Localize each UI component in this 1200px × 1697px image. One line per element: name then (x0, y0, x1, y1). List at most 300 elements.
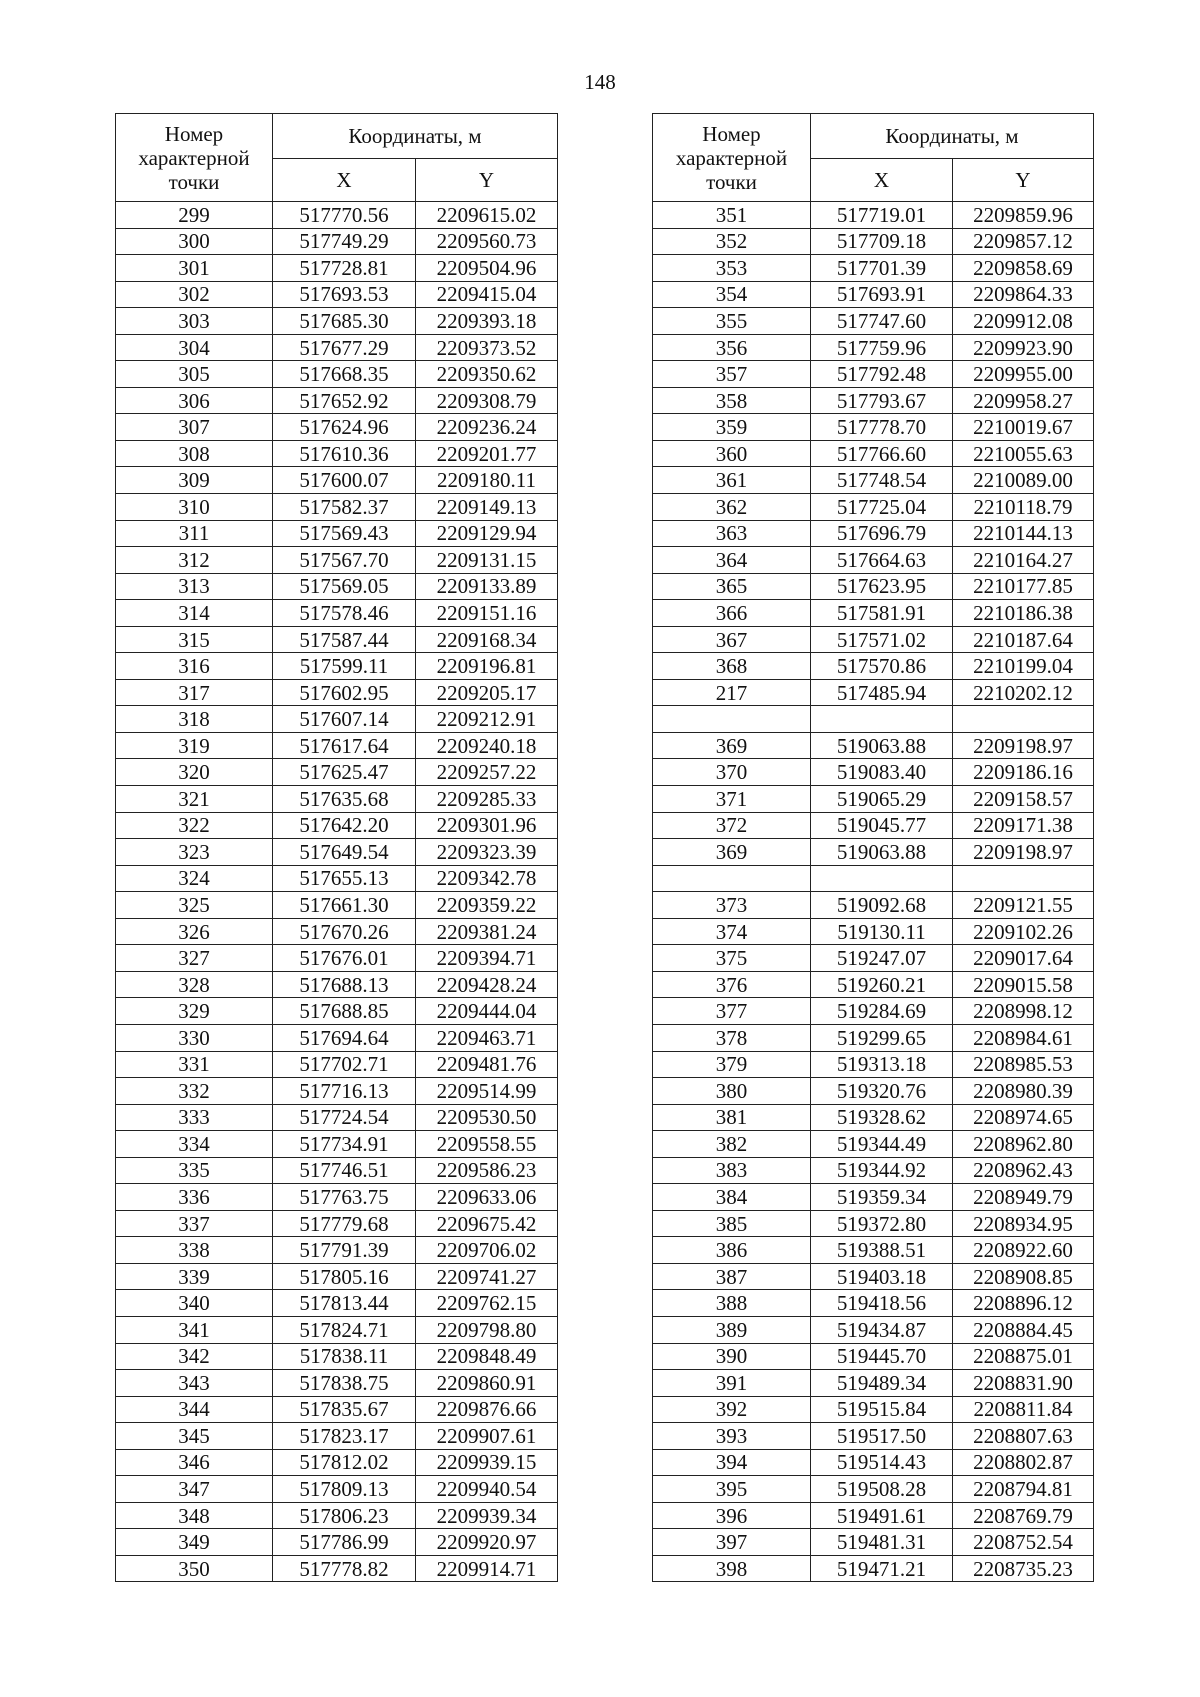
y-coordinate-cell: 2208807.63 (953, 1423, 1094, 1450)
point-number-cell: 381 (653, 1104, 811, 1131)
y-coordinate-cell: 2210186.38 (953, 600, 1094, 627)
table-row (116, 1555, 558, 1582)
x-coordinate-cell: 519445.70 (811, 1343, 953, 1370)
point-number-cell: 336 (116, 1184, 273, 1211)
x-coordinate-cell: 519065.29 (811, 786, 953, 813)
point-number-cell: 384 (653, 1184, 811, 1211)
table-row (116, 786, 558, 813)
y-coordinate-cell: 2209560.73 (416, 228, 558, 255)
point-number-cell: 314 (116, 600, 273, 627)
table-row (116, 839, 558, 866)
x-coordinate-cell: 517763.75 (273, 1184, 416, 1211)
point-number-cell: 320 (116, 759, 273, 786)
table-row (653, 467, 1094, 494)
table-row (653, 786, 1094, 813)
table-row (653, 1396, 1094, 1423)
table-row (116, 573, 558, 600)
point-number-cell: 346 (116, 1449, 273, 1476)
y-coordinate-cell: 2209633.06 (416, 1184, 558, 1211)
y-coordinate-cell: 2210089.00 (953, 467, 1094, 494)
y-coordinate-cell: 2209914.71 (416, 1555, 558, 1582)
table-row (116, 547, 558, 574)
y-coordinate-cell: 2209675.42 (416, 1210, 558, 1237)
y-coordinate-cell: 2209920.97 (416, 1529, 558, 1556)
point-number-cell: 392 (653, 1396, 811, 1423)
table-row (116, 1476, 558, 1503)
y-coordinate-cell: 2208998.12 (953, 998, 1094, 1025)
y-coordinate-cell: 2209198.97 (953, 732, 1094, 759)
point-number-cell: 368 (653, 653, 811, 680)
x-coordinate-cell: 517578.46 (273, 600, 416, 627)
y-coordinate-cell: 2209741.27 (416, 1263, 558, 1290)
table-row (116, 440, 558, 467)
table-row (653, 706, 1094, 733)
y-coordinate-cell: 2208884.45 (953, 1316, 1094, 1343)
table-row (116, 600, 558, 627)
point-number-cell: 323 (116, 839, 273, 866)
y-coordinate-cell: 2209151.16 (416, 600, 558, 627)
y-coordinate-cell: 2209131.15 (416, 547, 558, 574)
table-row (116, 918, 558, 945)
y-coordinate-cell: 2209350.62 (416, 361, 558, 388)
table-row (653, 1476, 1094, 1503)
x-coordinate-cell: 517624.96 (273, 414, 416, 441)
point-number-cell: 350 (116, 1555, 273, 1582)
table-row (653, 918, 1094, 945)
table-row (116, 467, 558, 494)
point-number-cell: 318 (116, 706, 273, 733)
table-row (653, 732, 1094, 759)
point-number-cell: 332 (116, 1078, 273, 1105)
x-coordinate-cell: 517600.07 (273, 467, 416, 494)
point-number-cell: 338 (116, 1237, 273, 1264)
point-number-cell: 389 (653, 1316, 811, 1343)
table-row (653, 1370, 1094, 1397)
y-coordinate-cell: 2208802.87 (953, 1449, 1094, 1476)
point-number-cell: 322 (116, 812, 273, 839)
x-coordinate-cell: 517693.53 (273, 281, 416, 308)
y-coordinate-cell: 2209393.18 (416, 308, 558, 335)
y-coordinate-cell: 2209180.11 (416, 467, 558, 494)
y-coordinate-cell: 2208735.23 (953, 1555, 1094, 1582)
x-coordinate-cell: 519313.18 (811, 1051, 953, 1078)
x-coordinate-cell: 517709.18 (811, 228, 953, 255)
y-coordinate-cell: 2210164.27 (953, 547, 1094, 574)
y-coordinate-cell: 2208949.79 (953, 1184, 1094, 1211)
point-number-cell: 217 (653, 679, 811, 706)
table-row (653, 759, 1094, 786)
x-coordinate-cell: 519517.50 (811, 1423, 953, 1450)
x-coordinate-cell: 517610.36 (273, 440, 416, 467)
table-row (653, 1529, 1094, 1556)
point-number-cell: 315 (116, 626, 273, 653)
y-coordinate-cell: 2209186.16 (953, 759, 1094, 786)
x-coordinate-cell: 519299.65 (811, 1024, 953, 1051)
y-coordinate-cell: 2208896.12 (953, 1290, 1094, 1317)
table-row (653, 1502, 1094, 1529)
y-coordinate-cell: 2209149.13 (416, 494, 558, 521)
y-coordinate-cell: 2209857.12 (953, 228, 1094, 255)
point-number-cell: 330 (116, 1024, 273, 1051)
point-number-cell: 331 (116, 1051, 273, 1078)
y-coordinate-cell: 2209017.64 (953, 945, 1094, 972)
x-coordinate-cell: 517746.51 (273, 1157, 416, 1184)
x-coordinate-cell: 517806.23 (273, 1502, 416, 1529)
table-row (653, 600, 1094, 627)
x-coordinate-cell: 519372.80 (811, 1210, 953, 1237)
y-coordinate-cell: 2209939.34 (416, 1502, 558, 1529)
point-number-cell: 354 (653, 281, 811, 308)
point-number-cell: 308 (116, 440, 273, 467)
table-row (116, 812, 558, 839)
table-row (653, 1449, 1094, 1476)
header-coordinates: Координаты, м (273, 114, 558, 159)
point-number-cell: 301 (116, 255, 273, 282)
x-coordinate-cell: 517734.91 (273, 1131, 416, 1158)
table-row (116, 1502, 558, 1529)
table-row (116, 865, 558, 892)
table-row (653, 1024, 1094, 1051)
table-row (116, 1370, 558, 1397)
table-row (653, 414, 1094, 441)
y-coordinate-cell: 2209301.96 (416, 812, 558, 839)
point-number-cell: 382 (653, 1131, 811, 1158)
x-coordinate-cell: 519418.56 (811, 1290, 953, 1317)
x-coordinate-cell: 517685.30 (273, 308, 416, 335)
table-row (653, 1423, 1094, 1450)
y-coordinate-cell: 2209615.02 (416, 202, 558, 229)
header-y: Y (953, 159, 1094, 202)
x-coordinate-cell: 517625.47 (273, 759, 416, 786)
point-number-cell: 379 (653, 1051, 811, 1078)
x-coordinate-cell: 517607.14 (273, 706, 416, 733)
x-coordinate-cell: 517676.01 (273, 945, 416, 972)
y-coordinate-cell: 2208769.79 (953, 1502, 1094, 1529)
point-number-cell: 312 (116, 547, 273, 574)
x-coordinate-cell: 517793.67 (811, 387, 953, 414)
x-coordinate-cell: 517749.29 (273, 228, 416, 255)
x-coordinate-cell: 519247.07 (811, 945, 953, 972)
x-coordinate-cell: 517702.71 (273, 1051, 416, 1078)
x-coordinate-cell: 519344.49 (811, 1131, 953, 1158)
y-coordinate-cell: 2210199.04 (953, 653, 1094, 680)
table-row (653, 547, 1094, 574)
x-coordinate-cell: 517791.39 (273, 1237, 416, 1264)
point-number-cell: 365 (653, 573, 811, 600)
point-number-cell: 366 (653, 600, 811, 627)
table-row (116, 1131, 558, 1158)
header-y: Y (416, 159, 558, 202)
y-coordinate-cell (953, 865, 1094, 892)
table-row (653, 255, 1094, 282)
table-row (653, 679, 1094, 706)
point-number-cell: 369 (653, 732, 811, 759)
point-number-cell: 324 (116, 865, 273, 892)
x-coordinate-cell: 517813.44 (273, 1290, 416, 1317)
point-number-cell: 347 (116, 1476, 273, 1503)
y-coordinate-cell: 2209285.33 (416, 786, 558, 813)
point-number-cell (653, 706, 811, 733)
table-row (653, 494, 1094, 521)
y-coordinate-cell: 2209133.89 (416, 573, 558, 600)
y-coordinate-cell: 2209481.76 (416, 1051, 558, 1078)
point-number-cell: 390 (653, 1343, 811, 1370)
coordinates-table-right (652, 113, 1094, 1582)
point-number-cell: 309 (116, 467, 273, 494)
x-coordinate-cell: 517838.11 (273, 1343, 416, 1370)
y-coordinate-cell: 2210177.85 (953, 573, 1094, 600)
point-number-cell: 325 (116, 892, 273, 919)
point-number-cell: 307 (116, 414, 273, 441)
y-coordinate-cell: 2210187.64 (953, 626, 1094, 653)
x-coordinate-cell: 517770.56 (273, 202, 416, 229)
y-coordinate-cell: 2209373.52 (416, 334, 558, 361)
y-coordinate-cell: 2209381.24 (416, 918, 558, 945)
point-number-cell: 387 (653, 1263, 811, 1290)
x-coordinate-cell: 519045.77 (811, 812, 953, 839)
y-coordinate-cell: 2210055.63 (953, 440, 1094, 467)
y-coordinate-cell: 2209923.90 (953, 334, 1094, 361)
table-row (653, 334, 1094, 361)
y-coordinate-cell: 2209198.97 (953, 839, 1094, 866)
x-coordinate-cell: 519434.87 (811, 1316, 953, 1343)
point-number-cell: 359 (653, 414, 811, 441)
table-row (116, 1263, 558, 1290)
x-coordinate-cell: 517693.91 (811, 281, 953, 308)
point-number-cell: 335 (116, 1157, 273, 1184)
x-coordinate-cell: 519284.69 (811, 998, 953, 1025)
x-coordinate-cell: 517569.05 (273, 573, 416, 600)
x-coordinate-cell: 517792.48 (811, 361, 953, 388)
y-coordinate-cell: 2208934.95 (953, 1210, 1094, 1237)
y-coordinate-cell: 2208831.90 (953, 1370, 1094, 1397)
table-row (116, 706, 558, 733)
point-number-cell: 378 (653, 1024, 811, 1051)
point-number-cell: 394 (653, 1449, 811, 1476)
point-number-cell: 373 (653, 892, 811, 919)
y-coordinate-cell: 2209205.17 (416, 679, 558, 706)
table-row (116, 1024, 558, 1051)
table-row (116, 1316, 558, 1343)
x-coordinate-cell: 517670.26 (273, 918, 416, 945)
table-row (653, 653, 1094, 680)
point-number-cell: 348 (116, 1502, 273, 1529)
x-coordinate-cell: 517823.17 (273, 1423, 416, 1450)
table-row (653, 1290, 1094, 1317)
point-number-cell: 362 (653, 494, 811, 521)
point-number-cell: 372 (653, 812, 811, 839)
x-coordinate-cell: 517617.64 (273, 732, 416, 759)
table-row (116, 281, 558, 308)
point-number-cell: 380 (653, 1078, 811, 1105)
table-row (653, 573, 1094, 600)
x-coordinate-cell: 517805.16 (273, 1263, 416, 1290)
x-coordinate-cell: 519063.88 (811, 732, 953, 759)
x-coordinate-cell: 517567.70 (273, 547, 416, 574)
table-row (116, 1157, 558, 1184)
x-coordinate-cell: 519403.18 (811, 1263, 953, 1290)
x-coordinate-cell: 517485.94 (811, 679, 953, 706)
x-coordinate-cell: 519489.34 (811, 1370, 953, 1397)
point-number-cell: 328 (116, 971, 273, 998)
point-number-cell: 304 (116, 334, 273, 361)
table-row (653, 998, 1094, 1025)
point-number-cell: 353 (653, 255, 811, 282)
point-number-cell: 352 (653, 228, 811, 255)
y-coordinate-cell: 2209912.08 (953, 308, 1094, 335)
y-coordinate-cell: 2208985.53 (953, 1051, 1094, 1078)
point-number-cell: 376 (653, 971, 811, 998)
table-row (116, 653, 558, 680)
y-coordinate-cell: 2209121.55 (953, 892, 1094, 919)
x-coordinate-cell: 517778.70 (811, 414, 953, 441)
point-number-cell: 342 (116, 1343, 273, 1370)
point-number-cell: 333 (116, 1104, 273, 1131)
point-number-cell: 337 (116, 1210, 273, 1237)
y-coordinate-cell: 2209168.34 (416, 626, 558, 653)
x-coordinate-cell: 517571.02 (811, 626, 953, 653)
table-row (653, 228, 1094, 255)
point-number-cell: 341 (116, 1316, 273, 1343)
y-coordinate-cell: 2209848.49 (416, 1343, 558, 1370)
x-coordinate-cell (811, 706, 953, 733)
x-coordinate-cell: 517664.63 (811, 547, 953, 574)
x-coordinate-cell: 517835.67 (273, 1396, 416, 1423)
x-coordinate-cell: 517747.60 (811, 308, 953, 335)
point-number-cell: 355 (653, 308, 811, 335)
table-row (116, 1237, 558, 1264)
point-number-cell: 306 (116, 387, 273, 414)
y-coordinate-cell: 2210118.79 (953, 494, 1094, 521)
point-number-cell: 305 (116, 361, 273, 388)
table-row (116, 255, 558, 282)
table-row (116, 334, 558, 361)
x-coordinate-cell: 519328.62 (811, 1104, 953, 1131)
y-coordinate-cell: 2208752.54 (953, 1529, 1094, 1556)
table-row (116, 520, 558, 547)
point-number-cell (653, 865, 811, 892)
point-number-cell: 311 (116, 520, 273, 547)
y-coordinate-cell: 2209958.27 (953, 387, 1094, 414)
table-row (653, 1343, 1094, 1370)
point-number-cell: 370 (653, 759, 811, 786)
y-coordinate-cell: 2209858.69 (953, 255, 1094, 282)
point-number-cell: 351 (653, 202, 811, 229)
y-coordinate-cell: 2209342.78 (416, 865, 558, 892)
y-coordinate-cell: 2208984.61 (953, 1024, 1094, 1051)
x-coordinate-cell: 519359.34 (811, 1184, 953, 1211)
point-number-cell: 357 (653, 361, 811, 388)
header-point-number: Номер характерной точки (653, 114, 811, 202)
table-row (653, 812, 1094, 839)
x-coordinate-cell: 517635.68 (273, 786, 416, 813)
table-row (116, 228, 558, 255)
y-coordinate-cell: 2209102.26 (953, 918, 1094, 945)
y-coordinate-cell: 2209864.33 (953, 281, 1094, 308)
y-coordinate-cell: 2209240.18 (416, 732, 558, 759)
point-number-cell: 300 (116, 228, 273, 255)
point-number-cell: 349 (116, 1529, 273, 1556)
point-number-cell: 393 (653, 1423, 811, 1450)
header-x: X (273, 159, 416, 202)
x-coordinate-cell: 517716.13 (273, 1078, 416, 1105)
table-body-left (116, 202, 558, 1582)
table-row (116, 759, 558, 786)
y-coordinate-cell: 2210144.13 (953, 520, 1094, 547)
x-coordinate-cell: 517725.04 (811, 494, 953, 521)
table-row (653, 361, 1094, 388)
x-coordinate-cell: 517655.13 (273, 865, 416, 892)
point-number-cell: 369 (653, 839, 811, 866)
y-coordinate-cell: 2209558.55 (416, 1131, 558, 1158)
x-coordinate-cell: 517649.54 (273, 839, 416, 866)
y-coordinate-cell: 2209359.22 (416, 892, 558, 919)
table-row (116, 414, 558, 441)
x-coordinate-cell: 517599.11 (273, 653, 416, 680)
y-coordinate-cell: 2208980.39 (953, 1078, 1094, 1105)
table-row (653, 520, 1094, 547)
x-coordinate-cell: 517809.13 (273, 1476, 416, 1503)
y-coordinate-cell: 2208962.80 (953, 1131, 1094, 1158)
x-coordinate-cell: 517728.81 (273, 255, 416, 282)
y-coordinate-cell: 2209955.00 (953, 361, 1094, 388)
table-row (653, 1131, 1094, 1158)
y-coordinate-cell: 2209940.54 (416, 1476, 558, 1503)
table-row (653, 202, 1094, 229)
table-body-right (653, 202, 1094, 1582)
x-coordinate-cell: 517642.20 (273, 812, 416, 839)
x-coordinate-cell: 517688.85 (273, 998, 416, 1025)
x-coordinate-cell: 519471.21 (811, 1555, 953, 1582)
point-number-cell: 344 (116, 1396, 273, 1423)
x-coordinate-cell: 517569.43 (273, 520, 416, 547)
x-coordinate-cell: 519344.92 (811, 1157, 953, 1184)
table-row (116, 971, 558, 998)
point-number-cell: 339 (116, 1263, 273, 1290)
table-row (653, 971, 1094, 998)
point-number-cell: 316 (116, 653, 273, 680)
table-row (653, 626, 1094, 653)
x-coordinate-cell: 517786.99 (273, 1529, 416, 1556)
table-row (116, 679, 558, 706)
table-row (116, 361, 558, 388)
point-number-cell: 310 (116, 494, 273, 521)
x-coordinate-cell: 519515.84 (811, 1396, 953, 1423)
x-coordinate-cell: 517587.44 (273, 626, 416, 653)
point-number-cell: 329 (116, 998, 273, 1025)
point-number-cell: 302 (116, 281, 273, 308)
y-coordinate-cell: 2209212.91 (416, 706, 558, 733)
table-row (653, 1051, 1094, 1078)
table-row (116, 387, 558, 414)
point-number-cell: 375 (653, 945, 811, 972)
x-coordinate-cell: 517779.68 (273, 1210, 416, 1237)
table-row (116, 1210, 558, 1237)
point-number-cell: 364 (653, 547, 811, 574)
x-coordinate-cell: 517724.54 (273, 1104, 416, 1131)
table-row (116, 308, 558, 335)
table-row (116, 1449, 558, 1476)
table-row (116, 1104, 558, 1131)
y-coordinate-cell: 2209415.04 (416, 281, 558, 308)
point-number-cell: 334 (116, 1131, 273, 1158)
y-coordinate-cell: 2208875.01 (953, 1343, 1094, 1370)
y-coordinate-cell: 2209323.39 (416, 839, 558, 866)
point-number-cell: 319 (116, 732, 273, 759)
x-coordinate-cell: 517812.02 (273, 1449, 416, 1476)
point-number-cell: 358 (653, 387, 811, 414)
table-row (116, 1529, 558, 1556)
